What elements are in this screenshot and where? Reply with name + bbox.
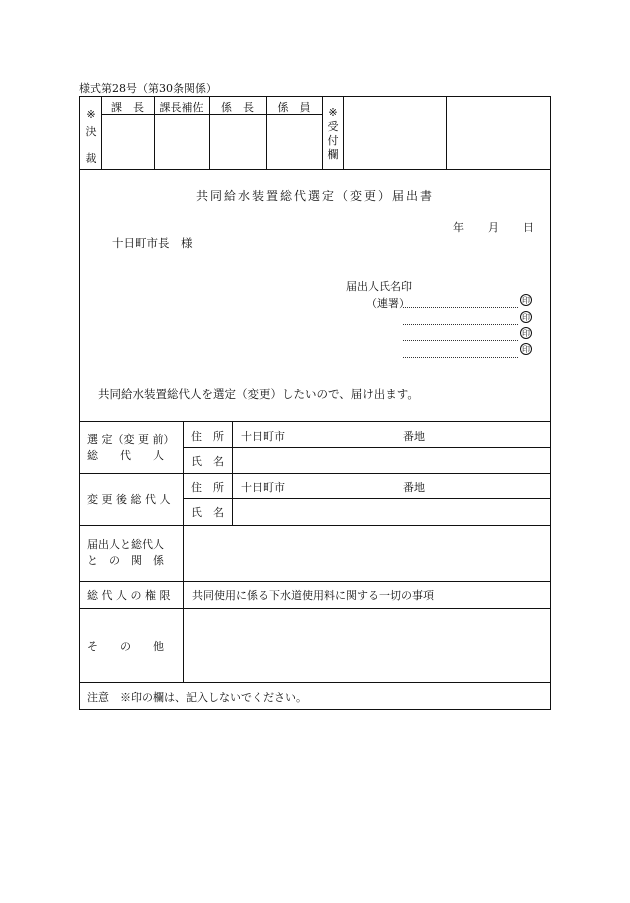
address-city-2: 十日町市: [241, 481, 285, 494]
address-label-2: 住 所: [191, 481, 224, 494]
seal-mark-4: 印: [522, 345, 530, 354]
name-label-2: 氏 名: [191, 506, 224, 519]
document-title: 共同給水装置総代選定（変更）届出書: [195, 189, 434, 203]
header-kakaricho: 係 長: [221, 101, 254, 114]
address-banchi-2: 番地: [403, 481, 425, 494]
statement: 共同給水装置総代人を選定（変更）したいので、届け出ます。: [98, 387, 419, 401]
uketsuke-label: ※ 受 付 欄: [327, 106, 339, 161]
application-form: [79, 96, 551, 710]
applicant-label: 届出人氏名印: [346, 280, 412, 293]
address-banchi-1: 番地: [403, 430, 425, 443]
kessai-label: ※ 決 裁: [85, 108, 97, 165]
header-kacho-hosa: 課長補佐: [159, 101, 204, 114]
date-year: 年: [453, 221, 464, 234]
selected-representative-label: 選 定（変 更 前） 総 代 人: [87, 433, 175, 462]
date-month: 月: [488, 221, 499, 234]
joint-label: （連署）: [366, 297, 410, 310]
header-kakariin: 係 員: [277, 101, 311, 114]
header-kacho: 課 長: [111, 101, 144, 114]
name-label-1: 氏 名: [191, 455, 224, 468]
addressee: 十日町市長 様: [112, 236, 193, 250]
seal-mark-3: 印: [522, 329, 530, 338]
authority-value: 共同使用に係る下水道使用料に関する一切の事項: [192, 589, 434, 602]
authority-label: 総 代 人 の 権 限: [87, 589, 171, 602]
address-label-1: 住 所: [191, 430, 224, 443]
note: 注意 ※印の欄は、記入しないでください。: [87, 691, 307, 704]
seal-mark-2: 印: [522, 313, 530, 322]
form-number: 様式第28号（第30条関係）: [79, 82, 217, 95]
relationship-label: 届出人と総代人 と の 関 係: [87, 538, 164, 567]
seal-mark-1: 印: [522, 296, 530, 305]
address-city-1: 十日町市: [241, 430, 285, 443]
date-day: 日: [523, 221, 534, 234]
after-representative-label: 変 更 後 総 代 人: [87, 493, 171, 506]
other-label: そ の 他: [87, 640, 164, 653]
